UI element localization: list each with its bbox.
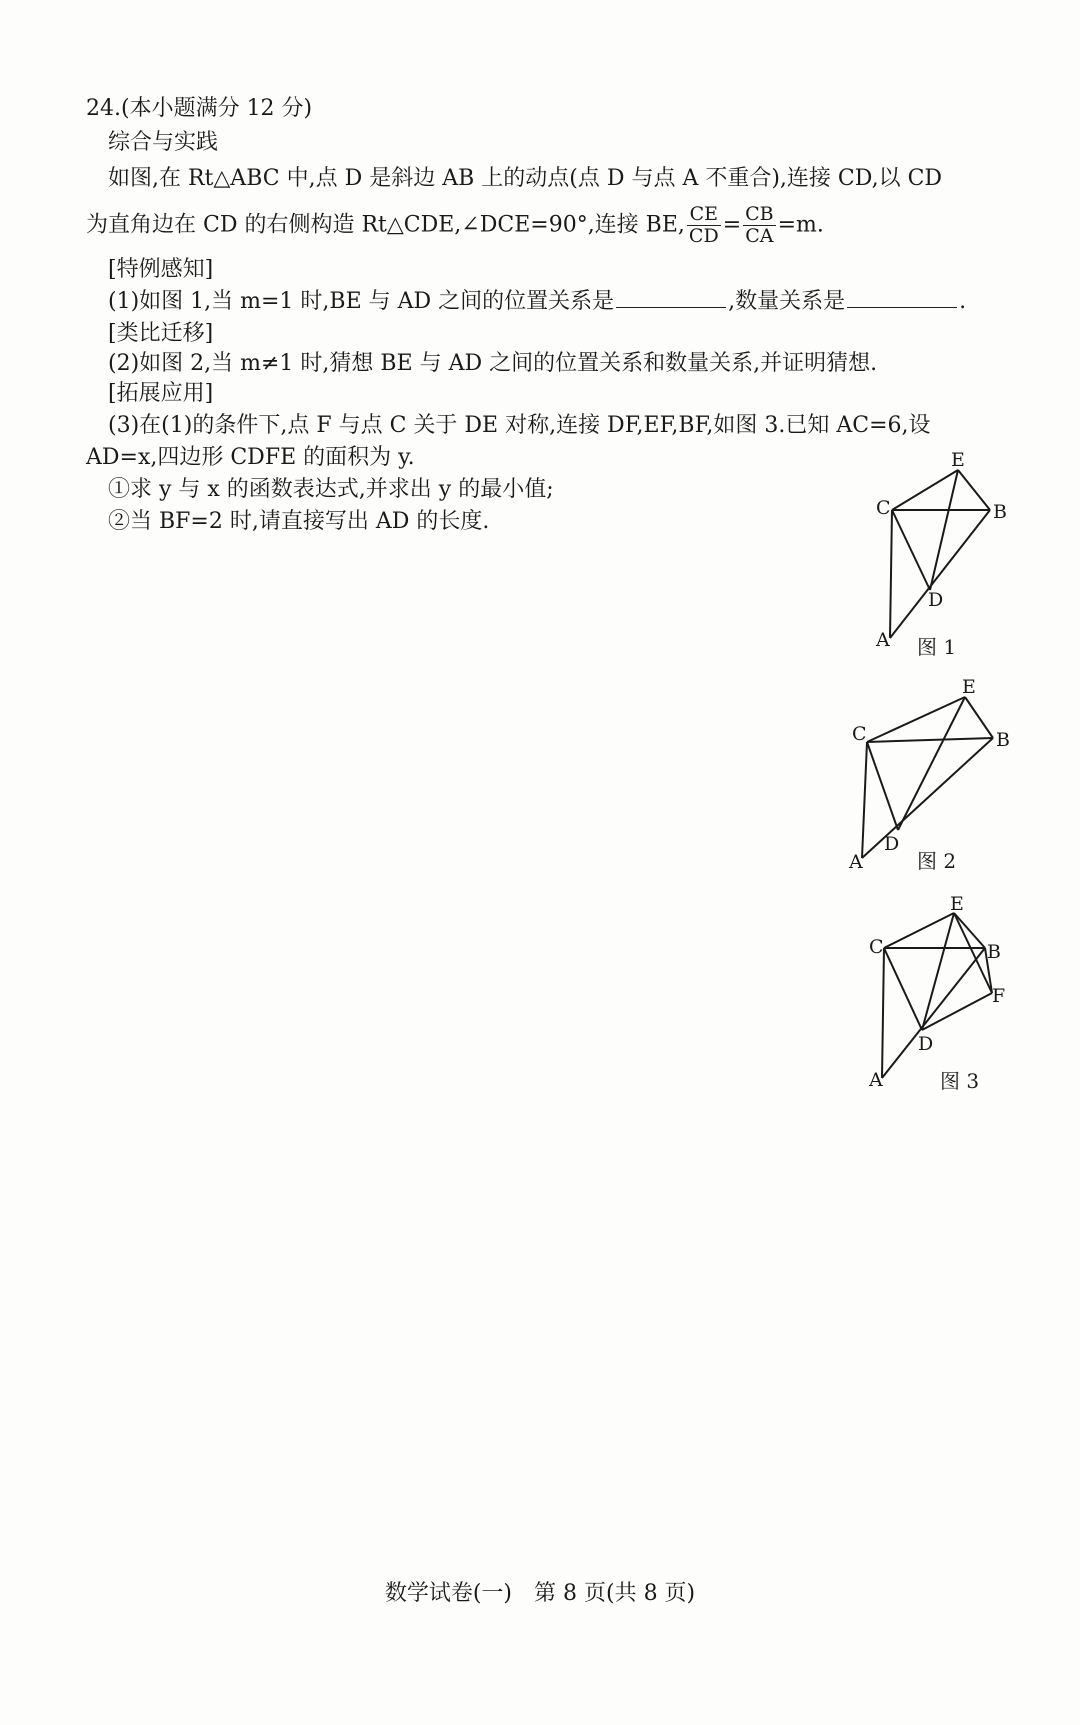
part2-title: [类比迁移] bbox=[108, 321, 214, 346]
label-d: D bbox=[884, 833, 900, 855]
figure-1 bbox=[860, 440, 1030, 660]
segment-be bbox=[954, 913, 985, 948]
intro-line-2-text: 为直角边在 CD 的右侧构造 Rt△CDE,∠DCE=90°,连接 BE, bbox=[86, 212, 685, 238]
segment-ab bbox=[890, 510, 990, 638]
intro-line-1: 如图,在 Rt△ABC 中,点 D 是斜边 AB 上的动点(点 D 与点 A 不重合),连接 CD,以 CD bbox=[108, 166, 943, 191]
segment-de bbox=[922, 913, 954, 1030]
part3-line-2: AD=x,四边形 CDFE 的面积为 y. bbox=[86, 445, 415, 470]
figure-1-caption: 图 1 bbox=[917, 635, 957, 659]
answer-blank-position bbox=[616, 287, 726, 308]
label-b: B bbox=[993, 501, 1007, 523]
answer-blank-quantity bbox=[847, 287, 957, 308]
label-e: E bbox=[962, 676, 976, 698]
part2-question: (2)如图 2,当 m≠1 时,猜想 BE 与 AD 之间的位置关系和数量关系,并证明猜想. bbox=[108, 351, 878, 376]
sub-question-1: ①求 y 与 x 的函数表达式,并求出 y 的最小值; bbox=[108, 477, 554, 502]
page-footer: 数学试卷(一) 第 8 页(共 8 页) bbox=[384, 1581, 696, 1606]
figure-3-caption: 图 3 bbox=[940, 1069, 980, 1093]
part3-title: [拓展应用] bbox=[108, 381, 214, 406]
sub-question-2: ②当 BF=2 时,请直接写出 AD 的长度. bbox=[108, 509, 490, 534]
fraction-ce-cd bbox=[687, 204, 721, 247]
part1-text-b: ,数量关系是 bbox=[728, 289, 846, 314]
segment-de bbox=[898, 697, 965, 830]
label-e: E bbox=[950, 893, 964, 915]
section-title: 综合与实践 bbox=[108, 130, 219, 155]
label-b: B bbox=[996, 729, 1010, 751]
segment-ab bbox=[862, 738, 993, 858]
figure-2 bbox=[840, 670, 1030, 890]
segment-cb bbox=[867, 738, 993, 742]
segment-df bbox=[922, 993, 992, 1030]
fraction-numerator: CB bbox=[745, 203, 774, 225]
segment-ce bbox=[892, 470, 958, 510]
part1-text-a: (1)如图 1,当 m=1 时,BE 与 AD 之间的位置关系是 bbox=[108, 289, 615, 314]
label-a: A bbox=[869, 1069, 883, 1091]
fraction-numerator: CE bbox=[687, 204, 721, 226]
figure-3 bbox=[860, 890, 1030, 1110]
segment-cd bbox=[884, 948, 922, 1030]
segment-cd bbox=[892, 510, 930, 590]
label-c: C bbox=[869, 936, 884, 958]
label-b: B bbox=[987, 941, 1001, 963]
label-d: D bbox=[928, 589, 944, 611]
question-header: 24.(本小题满分 12 分) bbox=[86, 96, 313, 121]
label-c: C bbox=[852, 723, 867, 745]
label-d: D bbox=[918, 1033, 934, 1055]
part1-question bbox=[108, 287, 966, 317]
fraction-denominator: CA bbox=[745, 225, 774, 247]
part3-line-1: (3)在(1)的条件下,点 F 与点 C 关于 DE 对称,连接 DF,EF,BF,如图 3.已知 AC=6,设 bbox=[108, 413, 931, 438]
part1-text-c: . bbox=[959, 289, 967, 314]
label-c: C bbox=[876, 497, 891, 519]
intro-line-2-end: =m. bbox=[777, 212, 824, 238]
segment-be bbox=[965, 697, 993, 738]
label-e: E bbox=[951, 449, 965, 471]
segment-ca bbox=[862, 742, 867, 858]
equals-sign: = bbox=[722, 212, 742, 238]
segment-ca bbox=[882, 948, 884, 1078]
intro-line-2 bbox=[86, 204, 824, 247]
segment-ce bbox=[867, 697, 965, 742]
segment-be bbox=[958, 470, 990, 510]
label-f: F bbox=[992, 985, 1006, 1007]
segment-ca bbox=[890, 510, 892, 638]
part1-title: [特例感知] bbox=[108, 257, 214, 282]
segment-cd bbox=[867, 742, 898, 830]
label-a: A bbox=[849, 851, 863, 873]
figure-2-caption: 图 2 bbox=[917, 849, 957, 873]
segment-de bbox=[930, 470, 958, 590]
fraction-denominator: CD bbox=[688, 225, 719, 247]
segment-ab bbox=[882, 948, 985, 1078]
label-a: A bbox=[876, 629, 890, 651]
segment-ce bbox=[884, 913, 954, 948]
fraction-cb-ca bbox=[743, 204, 776, 247]
